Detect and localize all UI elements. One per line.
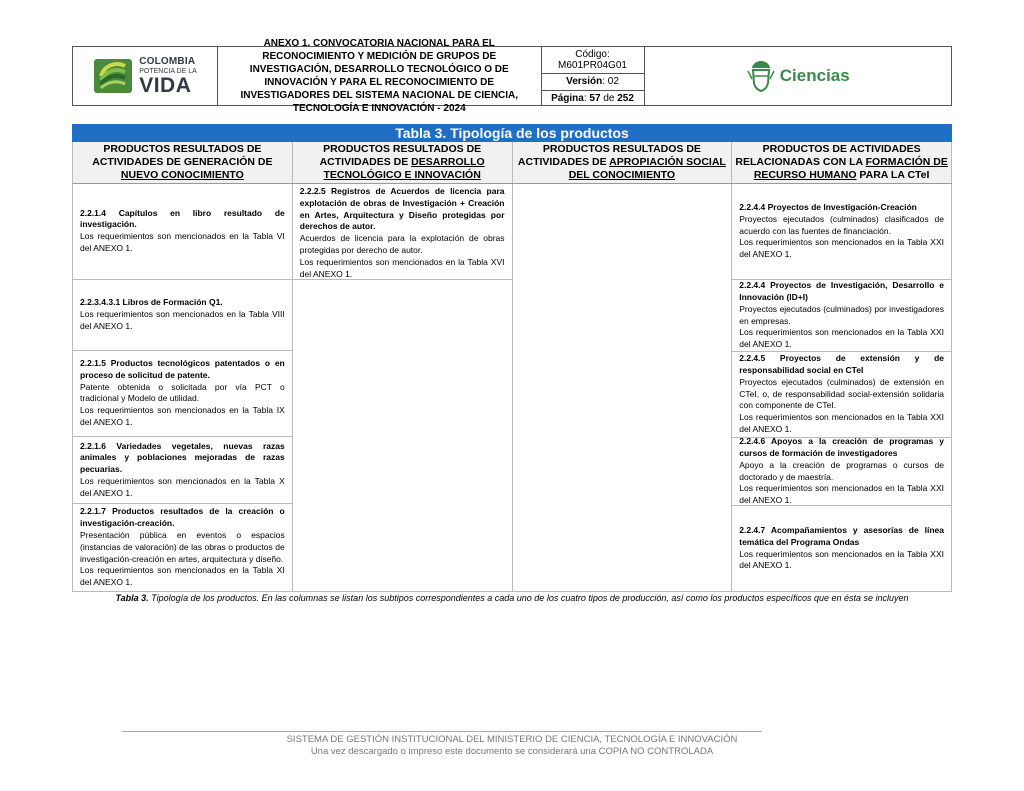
table-cell: 2.2.3.4.3.1 Libros de Formación Q1. Los requerimientos son mencionados en la Tabla VIII del ANEXO 1.	[73, 280, 292, 352]
version-value: : 02	[602, 76, 619, 87]
table-title: Tabla 3. Tipología de los productos	[72, 124, 952, 142]
document-title: ANEXO 1. CONVOCATORIA NACIONAL PARA EL RECONOCIMIENTO Y MEDICIÓN DE GRUPOS DE INVESTIGACIÓN, DESARROLLO TECNOLÓGICO O DE INNOVACIÓN Y PARA EL RECONOCIMIENTO DE INVESTIGADORES DEL SISTEMA NACIONAL DE CIENCIA, TECNOLOGÍA E INNOVACIÓN - 2024	[218, 47, 542, 105]
document-page: Página: 57 de 252	[551, 93, 634, 104]
column-header-human-resource-training: PRODUCTOS DE ACTIVIDADES RELACIONADAS CON LA FORMACIÓN DE RECURSO HUMANO PARA LA CTeI	[732, 142, 952, 183]
logo-line-3: VIDA	[139, 73, 192, 97]
column-new-knowledge	[73, 184, 293, 591]
table-cell: 2.2.1.4 Capítulos en libro resultado de investigación. Los requerimientos son mencionados en la Tabla VI del ANEXO 1.	[73, 184, 292, 280]
column-technological-development	[293, 184, 513, 591]
table-cell: 2.2.4.4 Proyectos de Investigación, Desarrollo e Innovación (ID+I) Proyectos ejecutados (culminados) por investigadores en empresas. Los requerimientos son mencionados en la Tabla XXI del ANEXO 1.	[732, 280, 951, 352]
product-typology-table	[72, 124, 952, 592]
table-cell: 2.2.4.4 Proyectos de Investigación-Creación Proyectos ejecutados (culminados) clasificados de acuerdo con las fuentes de financiación. Los requerimientos son mencionados en la Tabla XXI del ANEXO 1.	[732, 184, 951, 280]
table-caption	[72, 593, 952, 603]
document-footer	[122, 734, 902, 758]
column-header-new-knowledge: PRODUCTOS RESULTADOS DE ACTIVIDADES DE GENERACIÓN DE NUEVO CONOCIMIENTO	[73, 142, 293, 183]
document-code	[542, 47, 644, 74]
footer-line-2: Una vez descargado o impreso este documento se considerará una COPIA NO CONTROLADA	[310, 746, 714, 757]
page-label: Página	[551, 93, 584, 104]
column-header-social-appropriation: PRODUCTOS RESULTADOS DE ACTIVIDADES DE APROPIACIÓN SOCIAL DEL CONOCIMIENTO	[513, 142, 733, 183]
table-cell-empty	[513, 184, 732, 591]
document-control-cell	[542, 47, 645, 105]
table-cell: 2.2.1.5 Productos tecnológicos patentados o en proceso de solicitud de patente. Patente obtenida o solicitada por vía PCT o tradicional y Modelo de utilidad. Los requerimientos son mencionados en la Tabla IX del ANEXO 1.	[73, 351, 292, 437]
table-cell: 2.2.4.6 Apoyos a la creación de programas y cursos de formación de investigadores Apoyo a la creación de programas o cursos de doctorado y de maestría. Los requerimientos son mencionados en la Tabla XXI del ANEXO 1.	[732, 438, 951, 506]
footer-line-1: SISTEMA DE GESTIÓN INSTITUCIONAL DEL MINISTERIO DE CIENCIA, TECNOLOGÍA E INNOVACIÓN	[286, 734, 738, 745]
table-cell: 2.2.4.7 Acompañamientos y asesorías de línea temática del Programa Ondas Los requerimientos son mencionados en la Tabla XXI del ANEXO 1.	[739, 524, 944, 571]
table-body	[72, 184, 952, 592]
caption-text: Tipología de los productos. En las columnas se listan los subtipos correspondientes a cada uno de los cuatro tipos de producción, así como los productos específicos que en ésta se incluyen	[148, 593, 909, 603]
table-header-row	[72, 142, 952, 184]
colombia-logo-icon	[93, 56, 133, 96]
table-cell: 2.2.2.5 Registros de Acuerdos de licencia para explotación de obras de Investigación + Creación en Artes, Arquitectura y Diseño protegidas por derechos de autor. Acuerdos de licencia para la explotación de obras protegidas por derecho de autor. Los requerimientos son mencionados en la Tabla XVI del ANEXO 1.	[293, 184, 512, 280]
brand-text: Ciencias	[779, 66, 850, 85]
logo-line-2: POTENCIA DE LA	[139, 67, 197, 75]
footer-divider	[122, 731, 762, 732]
colombia-logo	[93, 56, 197, 96]
page-current: 57	[589, 93, 601, 104]
colombia-coat-of-arms-icon	[746, 59, 776, 93]
caption-label: Tabla 3.	[115, 593, 149, 603]
table-cell-empty	[293, 280, 512, 591]
ciencias-brand	[645, 47, 952, 105]
table-cell: 2.2.1.6 Variedades vegetales, nuevas razas animales y poblaciones mejoradas de razas pecuarias. Los requerimientos son mencionados en la Tabla X del ANEXO 1.	[73, 437, 292, 505]
table-cell: 2.2.4.5 Proyectos de extensión y de responsabilidad social en CTeI Proyectos ejecutados (culminados) de extensión en CTeI, o, de responsabilidad social-extensión solidaria con componente de CTeI. Los requerimientos son mencionados en la Tabla XXI del ANEXO 1.	[732, 352, 951, 438]
logo-line-1: COLOMBIA	[139, 55, 196, 67]
document-header	[72, 38, 952, 114]
page-total: 252	[617, 93, 634, 104]
version-label: Versión	[566, 76, 603, 87]
column-human-resource-training	[732, 184, 952, 591]
code-value: M601PR04G01	[558, 60, 627, 71]
logo-cell	[73, 47, 218, 105]
document-version	[542, 74, 644, 91]
column-social-appropriation	[513, 184, 733, 591]
code-label: Código:	[575, 49, 610, 60]
column-header-technological-development: PRODUCTOS RESULTADOS DE ACTIVIDADES DE DESARROLLO TECNOLÓGICO E INNOVACIÓN	[293, 142, 513, 183]
table-cell: 2.2.1.7 Productos resultados de la creación o investigación-creación. Presentación pública en eventos o espacios (instancias de valoración) de las obras o productos de investigación-creación en artes, arquitectura y diseño. Los requerimientos son mencionados en la Tabla XI del ANEXO 1.	[80, 506, 285, 588]
page-of: de	[603, 93, 615, 104]
